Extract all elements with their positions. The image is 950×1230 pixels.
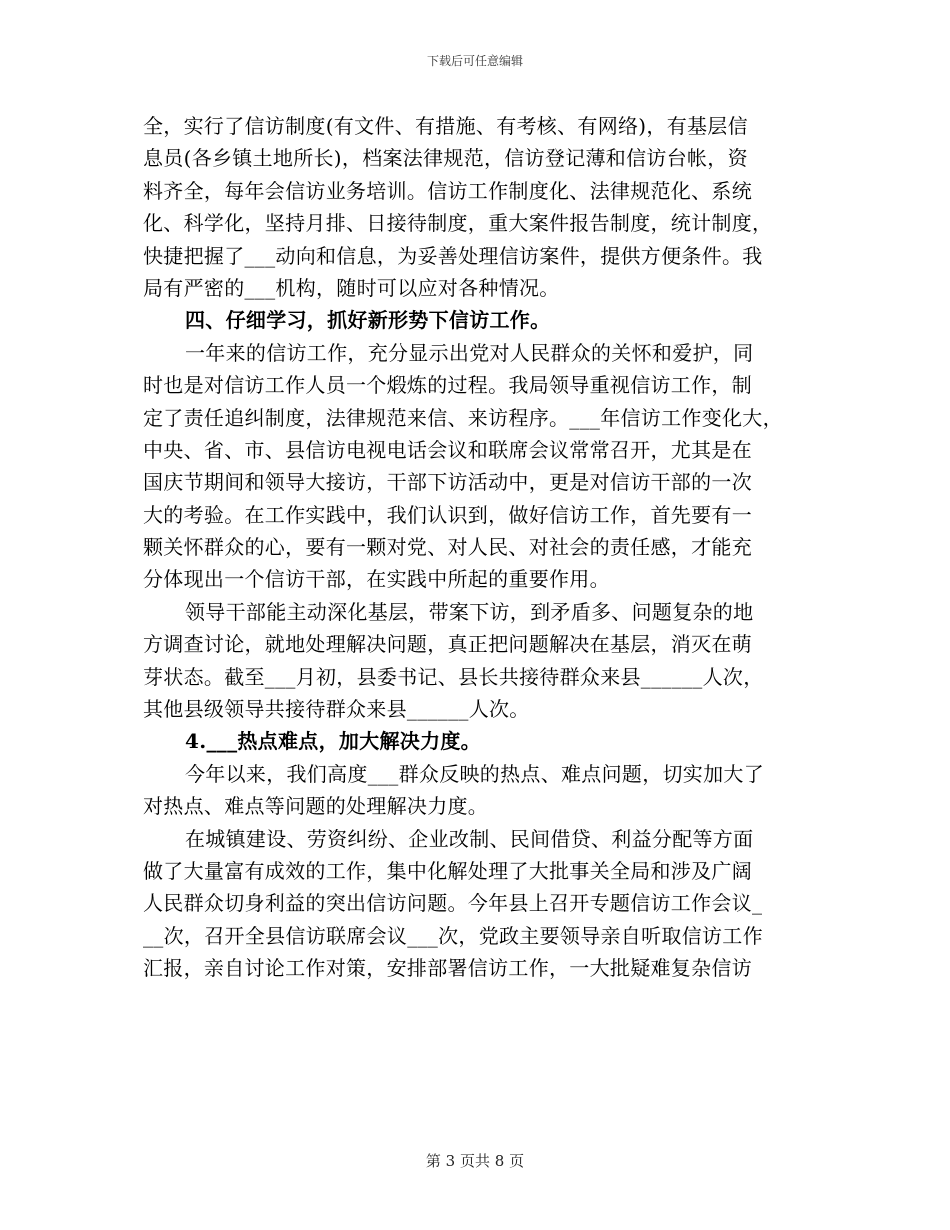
paragraph-line: 芽状态。截至___月初，县委书记、县长共接待群众来县______人次， <box>143 664 764 689</box>
paragraph-line: 对热点、难点等问题的处理解决力度。 <box>143 794 489 819</box>
section-heading-line: 四、仔细学习，抓好新形势下信访工作。 <box>185 308 551 333</box>
paragraph-line: 今年以来，我们高度___群众反映的热点、难点问题，切实加大了 <box>185 761 764 786</box>
paragraph-line: 方调查讨论，就地处理解决问题，真正把问题解决在基层，消灭在萌 <box>143 632 752 657</box>
paragraph-line: 中央、省、市、县信访电视电话会议和联席会议常常召开，尤其是在 <box>143 437 752 462</box>
page-header: 下载后可任意编辑 <box>426 54 523 68</box>
paragraph-line: 做了大量富有成效的工作，集中化解处理了大批事关全局和涉及广阔 <box>143 858 752 883</box>
paragraph-line: 时也是对信访工作人员一个煅炼的过程。我局领导重视信访工作，制 <box>143 373 752 398</box>
paragraph-line: 全，实行了信访制度(有文件、有措施、有考核、有网络)，有基层信 <box>143 114 748 138</box>
paragraph-line: 分体现出一个信访干部，在实践中所起的重要作用。 <box>143 567 610 592</box>
paragraph-line: 料齐全，每年会信访业务培训。信访工作制度化、法律规范化、系统 <box>143 178 752 203</box>
paragraph-line: 领导干部能主动深化基层，带案下访，到矛盾多、问题复杂的地 <box>185 599 754 624</box>
section-heading-line: 4.___热点难点，加大解决力度。 <box>185 729 481 754</box>
paragraph-line: 息员(各乡镇土地所长)，档案法律规范，信访登记薄和信访台帐，资 <box>143 146 748 171</box>
paragraph-line: 在城镇建设、劳资纠纷、企业改制、民间借贷、利益分配等方面 <box>185 826 754 851</box>
paragraph-line: __次，召开全县信访联席会议___次，党政主要领导亲自听取信访工作 <box>143 923 763 948</box>
page-number: 第 3 页共 8 页 <box>425 1152 525 1170</box>
paragraph-line: 颗关怀群众的心，要有一颗对党、对人民、对社会的责任感，才能充 <box>143 535 752 560</box>
paragraph-line: 国庆节期间和领导大接访，干部下访活动中，更是对信访干部的一次 <box>143 470 752 495</box>
paragraph-line: 快捷把握了___动向和信息，为妥善处理信访案件，提供方便条件。我 <box>143 243 763 268</box>
paragraph-line: 其他县级领导共接待群众来县______人次。 <box>143 697 530 722</box>
paragraph-line: 汇报，亲自讨论工作对策，安排部署信访工作，一大批疑难复杂信访 <box>143 956 752 981</box>
paragraph-line: 人民群众切身利益的突出信访问题。今年县上召开专题信访工作会议_ <box>143 891 763 916</box>
paragraph-line: 一年来的信访工作，充分显示出党对人民群众的关怀和爱护，同 <box>185 340 754 365</box>
paragraph-line: 化、科学化，坚持月排、日接待制度，重大案件报告制度，统计制度， <box>143 211 773 236</box>
paragraph-line: 定了责任追纠制度，法律规范来信、来访程序。___年信访工作变化大， <box>143 405 783 430</box>
paragraph-line: 局有严密的___机构，随时可以应对各种情况。 <box>143 275 560 300</box>
document-body <box>143 110 811 985</box>
paragraph-line: 大的考验。在工作实践中，我们认识到，做好信访工作，首先要有一 <box>143 502 752 527</box>
